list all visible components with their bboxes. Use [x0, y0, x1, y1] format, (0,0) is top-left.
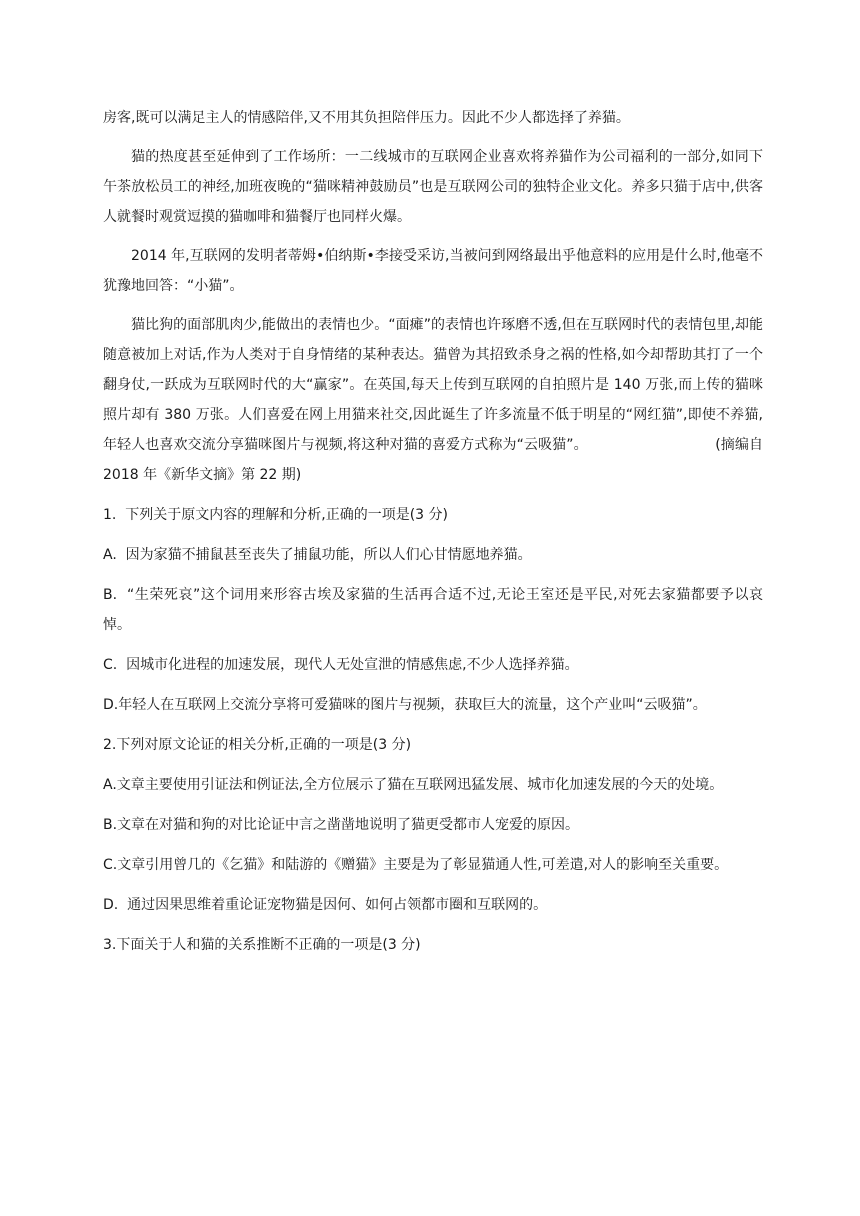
question-2-option-c: C.文章引用曾几的《乞猫》和陆游的《赠猫》主要是为了彰显猫通人性,可差遣,对人的影响至关重要。	[103, 857, 729, 873]
question-1-option-d: D.年轻人在互联网上交流分享将可爱猫咪的图片与视频，获取巨大的流量，这个产业叫“云吸猫”。	[103, 697, 707, 713]
question-3-stem: 3.下面关于人和猫的关系推断不正确的一项是(3 分)	[103, 937, 421, 953]
passage-paragraph-1: 房客,既可以满足主人的情感陪伴,又不用其负担陪伴压力。因此不少人都选择了养猫。	[103, 110, 630, 126]
question-2-option-b: B.文章在对猫和狗的对比论证中言之凿凿地说明了猫更受都市人宠爱的原因。	[103, 817, 580, 833]
passage-paragraph-4: 猫比狗的面部肌肉少,能做出的表情也少。“面瘫”的表情也许琢磨不透,但在互联网时代的表情包里,却能随意被加上对话,作为人类对于自身情绪的某种表达。猫曾为其招致杀身之祸的性格,如今却帮助其打了一个翻身仗,一跃成为互联网时代的大“赢家”。在英国,每天上传到互联网的自拍照片是 140 万张,而上传的猫咪照片却有 380 万张。人们喜爱在网上用猫来社交,因此诞生了许多流量不低于明星的“网红猫”,即使不养猫,年轻人也喜欢交流分享猫咪图片与视频,将这种对猫的喜爱方式称为“云吸猫”。 (摘编自 2018 年《新华文摘》第 22 期)	[103, 317, 768, 483]
question-2-option-d: D. 通过因果思维着重论证宠物猫是因何、如何占领都市圈和互联网的。	[103, 897, 548, 913]
question-2-option-a: A.文章主要使用引证法和例证法,全方位展示了猫在互联网迅猛发展、城市化加速发展的今天的处境。	[103, 777, 724, 793]
question-2-stem: 2.下列对原文论证的相关分析,正确的一项是(3 分)	[103, 737, 412, 753]
question-1-option-c: C. 因城市化进程的加速发展，现代人无处宣泄的情感焦虑,不少人选择养猫。	[103, 657, 579, 673]
passage-paragraph-2: 猫的热度甚至延伸到了工作场所：一二线城市的互联网企业喜欢将养猫作为公司福利的一部分,如同下午茶放松员工的神经,加班夜晚的“猫咪精神鼓励员”也是互联网公司的独特企业文化。养多只猫于店中,供客人就餐时观赏逗摸的猫咖啡和猫餐厅也同样火爆。	[103, 149, 763, 225]
question-1-option-a: A. 因为家猫不捕鼠甚至丧失了捕鼠功能，所以人们心甘情愿地养猫。	[103, 547, 532, 563]
question-1-option-b: B. “生荣死哀”这个词用来形容古埃及家猫的生活再合适不过,无论王室还是平民,对死去家猫都要予以哀悼。	[103, 587, 763, 633]
document-page	[103, 103, 768, 960]
passage-paragraph-3: 2014 年,互联网的发明者蒂姆•伯纳斯•李接受采访,当被问到网络最出乎他意料的应用是什么时,他毫不犹豫地回答：“小猫”。	[103, 248, 763, 294]
question-1-stem: 1. 下列关于原文内容的理解和分析,正确的一项是(3 分)	[103, 507, 448, 523]
